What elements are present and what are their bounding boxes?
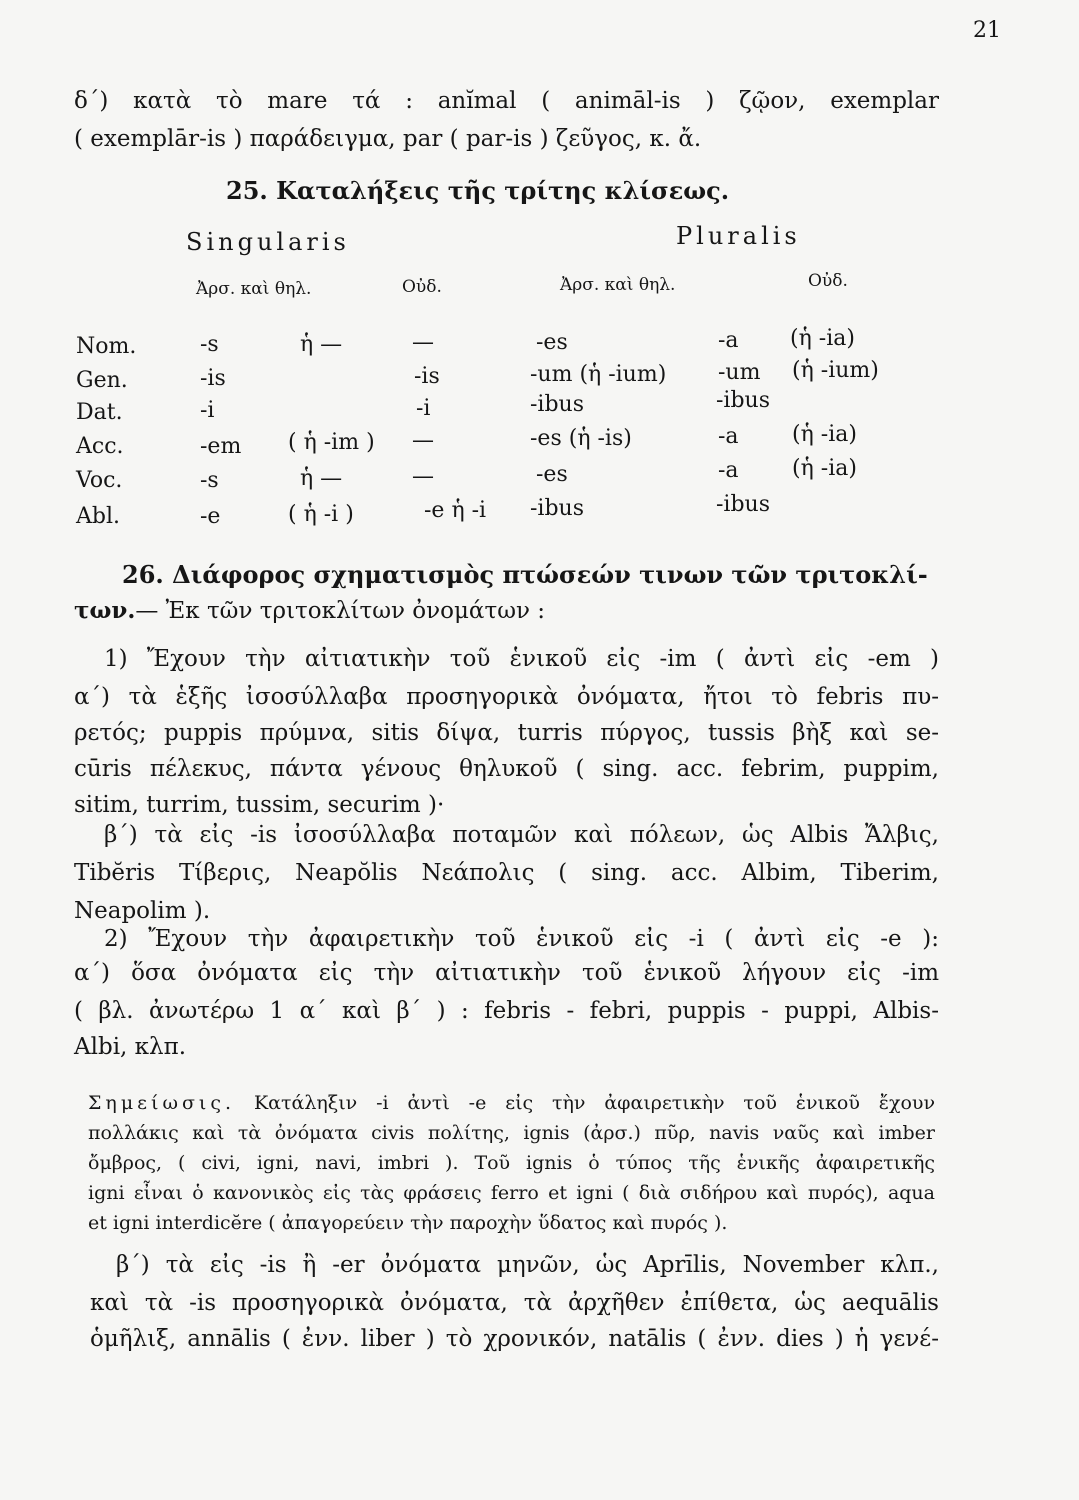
body-line-4: cūris πέλεκυς, πάντα γένους θηλυκοῦ ( sing. acc. febrim, puppim, bbox=[74, 756, 939, 782]
sg-mf-ending: -s bbox=[200, 332, 219, 357]
case-label: Gen. bbox=[76, 368, 128, 393]
note-line-1 bbox=[88, 1088, 935, 1118]
sg-n-variant: ( ἡ -im ) bbox=[288, 430, 375, 455]
section-26-intro: — Ἐκ τῶν τριτοκλίτων ὀνομάτων : bbox=[135, 598, 545, 624]
body-line-5: sitim, turrim, tussim, securim )· bbox=[74, 792, 445, 818]
pl-n-variant: (ἡ -ium) bbox=[792, 358, 879, 383]
pl-n-ending: -a bbox=[718, 458, 739, 483]
pl-n-ending: -a bbox=[718, 328, 739, 353]
note-label: Σημείωσις. bbox=[88, 1092, 236, 1114]
sg-n-variant: ἡ — bbox=[300, 332, 343, 357]
pl-n-variant: (ἡ -ia) bbox=[792, 422, 857, 447]
body-line-10: α΄) ὅσα ὀνόματα εἰς τὴν αἰτιατικὴν τοῦ ἑνικοῦ λήγουν εἰς -im bbox=[74, 960, 939, 986]
sg-n-ending: -is bbox=[414, 364, 440, 389]
sg-n-variant: ( ἡ -i ) bbox=[288, 502, 354, 527]
pl-n-variant: (ἡ -ia) bbox=[790, 326, 855, 351]
note-line-2: πολλάκις καὶ τὰ ὀνόματα civis πολίτης, ignis (ἀρσ.) πῦρ, navis ναῦς καὶ imber bbox=[88, 1122, 935, 1144]
intro-line-2: ( exemplār-is ) παράδειγμα, par ( par-is ) ζεῦγος, κ. ἄ. bbox=[74, 126, 702, 152]
body-line-8: Neapolim ). bbox=[74, 898, 211, 924]
pl-n-ending: -ibus bbox=[716, 492, 771, 517]
case-label: Voc. bbox=[76, 468, 123, 493]
sg-mf-ending: -e bbox=[200, 504, 221, 529]
pl-mf-ending: -es bbox=[536, 330, 568, 355]
pl-mf-ending: -es bbox=[536, 462, 568, 487]
pl-n-ending: -a bbox=[718, 424, 739, 449]
case-label: Acc. bbox=[76, 434, 124, 459]
sg-n-ending: -e ἡ -i bbox=[424, 498, 487, 523]
header-pluralis: Pluralis bbox=[676, 222, 801, 250]
note-line-3: ὄμβρος, ( civi, igni, navi, imbri ). Τοῦ ignis ὁ τύπος τῆς ἑνικῆς ἀφαιρετικῆς bbox=[88, 1152, 935, 1174]
body-line-9: 2) Ἔχουν τὴν ἀφαιρετικὴν τοῦ ἑνικοῦ εἰς -i ( ἀντὶ εἰς -e ): bbox=[104, 926, 939, 952]
section-26-title: 26. Διάφορος σχηματισμὸς πτώσεών τινων τῶν τριτοκλί- bbox=[122, 560, 928, 589]
body-line-6: β΄) τὰ εἰς -is ἰσοσύλλαβα ποταμῶν καὶ πόλεων, ὡς Albis Ἄλβις, bbox=[104, 822, 939, 848]
body-line-12: Albi, κλπ. bbox=[74, 1034, 187, 1060]
section-26-title-cont bbox=[74, 596, 939, 626]
col-pl-masc-fem: Ἀρσ. καὶ θηλ. bbox=[560, 275, 676, 295]
sg-mf-ending: -s bbox=[200, 468, 219, 493]
col-sg-neut: Οὐδ. bbox=[402, 277, 442, 297]
body-line-7: Tibĕris Τίβερις, Neapŏlis Νεάπολις ( sing. acc. Albim, Tiberim, bbox=[74, 860, 939, 886]
pl-mf-ending: -um (ἡ -ium) bbox=[530, 362, 667, 387]
sg-n-ending: — bbox=[412, 428, 434, 453]
page-number: 21 bbox=[973, 18, 1001, 43]
sg-n-variant: ἡ — bbox=[300, 466, 343, 491]
section-26-title-end: των. bbox=[74, 597, 136, 624]
sg-mf-ending: -i bbox=[200, 398, 215, 423]
sg-n-ending: -i bbox=[416, 396, 431, 421]
closing-line-1: β΄) τὰ εἰς -is ἢ -er ὀνόματα μηνῶν, ὡς Aprīlis, November κλπ., bbox=[116, 1252, 939, 1278]
sg-mf-ending: -em bbox=[200, 434, 242, 459]
sg-n-ending: — bbox=[412, 330, 434, 355]
sg-n-ending: — bbox=[412, 464, 434, 489]
section-25-title: 25. Καταλήξεις τῆς τρίτης κλίσεως. bbox=[226, 176, 730, 205]
body-line-3: ρετός; puppis πρύμνα, sitis δίψα, turris πύργος, tussis βὴξ καὶ se- bbox=[74, 720, 939, 746]
body-line-2: α΄) τὰ ἑξῆς ἰσοσύλλαβα προσηγορικὰ ὀνόματα, ἤτοι τὸ febris πυ- bbox=[74, 684, 939, 710]
pl-mf-ending: -ibus bbox=[530, 392, 585, 417]
pl-n-ending: -ibus bbox=[716, 388, 771, 413]
pl-mf-ending: -ibus bbox=[530, 496, 585, 521]
intro-line-1: δ΄) κατὰ τὸ mare τά : anĭmal ( animāl-is ) ζῷον, exemplar bbox=[74, 88, 939, 114]
body-line-11: ( βλ. ἀνωτέρω 1 α΄ καὶ β΄ ) : febris - febri, puppis - puppi, Albis- bbox=[74, 998, 939, 1024]
note-text-1: Κατάληξιν -i ἀντὶ -e εἰς τὴν ἀφαιρετικὴν τοῦ ἑνικοῦ ἔχουν bbox=[253, 1092, 935, 1114]
case-label: Abl. bbox=[76, 504, 120, 529]
closing-line-2: καὶ τὰ -is προσηγορικὰ ὀνόματα, τὰ ἀρχῆθεν ἐπίθετα, ὡς aequālis bbox=[90, 1290, 939, 1316]
note-line-4: igni εἶναι ὁ κανονικὸς εἰς τὰς φράσεις ferro et igni ( διὰ σιδήρου καὶ πυρός), aqua bbox=[88, 1182, 935, 1204]
sg-mf-ending: -is bbox=[200, 366, 226, 391]
body-line-1: 1) Ἔχουν τὴν αἰτιατικὴν τοῦ ἑνικοῦ εἰς -im ( ἀντὶ εἰς -em ) bbox=[104, 646, 939, 672]
note-line-5: et igni interdicĕre ( ἀπαγορεύειν τὴν παροχὴν ὕδατος καὶ πυρός ). bbox=[88, 1212, 728, 1234]
header-singularis: Singularis bbox=[186, 228, 350, 256]
case-label: Nom. bbox=[76, 334, 137, 359]
pl-n-variant: (ἡ -ia) bbox=[792, 456, 857, 481]
closing-line-3: ὁμῆλιξ, annālis ( ἐνν. liber ) τὸ χρονικόν, natālis ( ἐνν. dies ) ἡ γενέ- bbox=[90, 1326, 939, 1352]
pl-mf-ending: -es (ἡ -is) bbox=[530, 426, 632, 451]
col-sg-masc-fem: Ἀρσ. καὶ θηλ. bbox=[196, 279, 312, 299]
col-pl-neut: Οὐδ. bbox=[808, 271, 848, 291]
case-label: Dat. bbox=[76, 400, 123, 425]
pl-n-ending: -um bbox=[718, 360, 761, 385]
